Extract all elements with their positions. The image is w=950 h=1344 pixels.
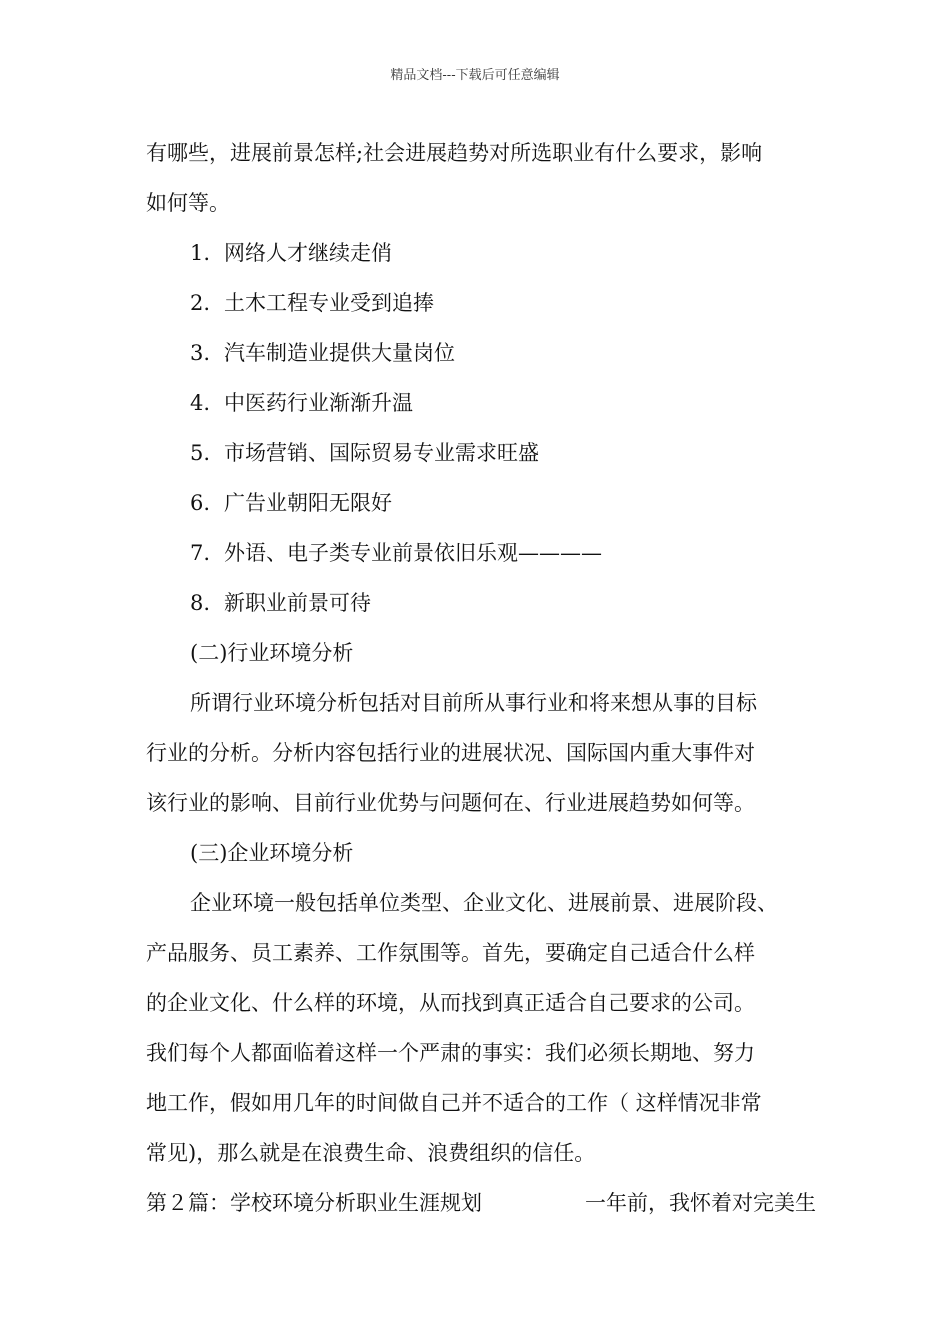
list-item bbox=[146, 378, 816, 428]
list-number: 1. bbox=[190, 241, 211, 265]
section3-line-2: 产品服务、员工素养、工作氛围等。首先，要确定自己适合什么样 bbox=[146, 941, 755, 965]
section3-line-4: 我们每个人都面临着这样一个严肃的事实：我们必须长期地、努力 bbox=[146, 1041, 755, 1065]
list-text: 新职业前景可待 bbox=[224, 591, 371, 615]
next-article-text: 一年前，我怀着对完美生 bbox=[585, 1191, 816, 1215]
next-article-line bbox=[146, 1178, 816, 1228]
list-text: 市场营销、国际贸易专业需求旺盛 bbox=[224, 441, 539, 465]
list-number: 7. bbox=[190, 541, 211, 565]
section3-line-1: 企业环境一般包括单位类型、企业文化、进展前景、进展阶段、 bbox=[190, 891, 778, 915]
section-heading-enterprise: (三)企业环境分析 bbox=[190, 841, 354, 865]
section3-line-5: 地工作，假如用几年的时间做自己并不适合的工作（ 这样情况非常 bbox=[146, 1091, 762, 1115]
list-number: 6. bbox=[190, 491, 211, 515]
list-text: 外语、电子类专业前景依旧乐观———— bbox=[224, 541, 602, 565]
list-number: 3. bbox=[190, 341, 211, 365]
list-number: 5. bbox=[190, 441, 211, 465]
section2-line-1: 所谓行业环境分析包括对目前所从事行业和将来想从事的目标 bbox=[190, 691, 757, 715]
page-header: 精品文档---下载后可任意编辑 bbox=[390, 68, 560, 83]
list-text: 汽车制造业提供大量岗位 bbox=[224, 341, 455, 365]
list-item bbox=[146, 528, 816, 578]
intro-line-2: 如何等。 bbox=[146, 191, 230, 215]
next-article-title: 第２篇：学校环境分析职业生涯规划 bbox=[146, 1191, 482, 1215]
list-text: 中医药行业渐渐升温 bbox=[224, 391, 413, 415]
list-item bbox=[146, 428, 816, 478]
list-item bbox=[146, 278, 816, 328]
list-text: 网络人才继续走俏 bbox=[224, 241, 392, 265]
list-text: 广告业朝阳无限好 bbox=[224, 491, 392, 515]
list-number: 8. bbox=[190, 591, 211, 615]
list-item bbox=[146, 328, 816, 378]
section2-line-3: 该行业的影响、目前行业优势与问题何在、行业进展趋势如何等。 bbox=[146, 791, 755, 815]
intro-line-1: 有哪些，进展前景怎样;社会进展趋势对所选职业有什么要求，影响 bbox=[146, 141, 763, 165]
section-heading-industry: (二)行业环境分析 bbox=[190, 641, 354, 665]
section3-line-3: 的企业文化、什么样的环境，从而找到真正适合自己要求的公司。 bbox=[146, 991, 755, 1015]
list-item bbox=[146, 478, 816, 528]
list-number: 4. bbox=[190, 391, 211, 415]
section3-line-6: 常见)，那么就是在浪费生命、浪费组织的信任。 bbox=[146, 1141, 596, 1165]
list-text: 土木工程专业受到追捧 bbox=[224, 291, 434, 315]
list-item bbox=[146, 578, 816, 628]
list-item bbox=[146, 228, 816, 278]
list-number: 2. bbox=[190, 291, 211, 315]
section2-line-2: 行业的分析。分析内容包括行业的进展状况、国际国内重大事件对 bbox=[146, 741, 755, 765]
document-body bbox=[146, 128, 816, 1228]
